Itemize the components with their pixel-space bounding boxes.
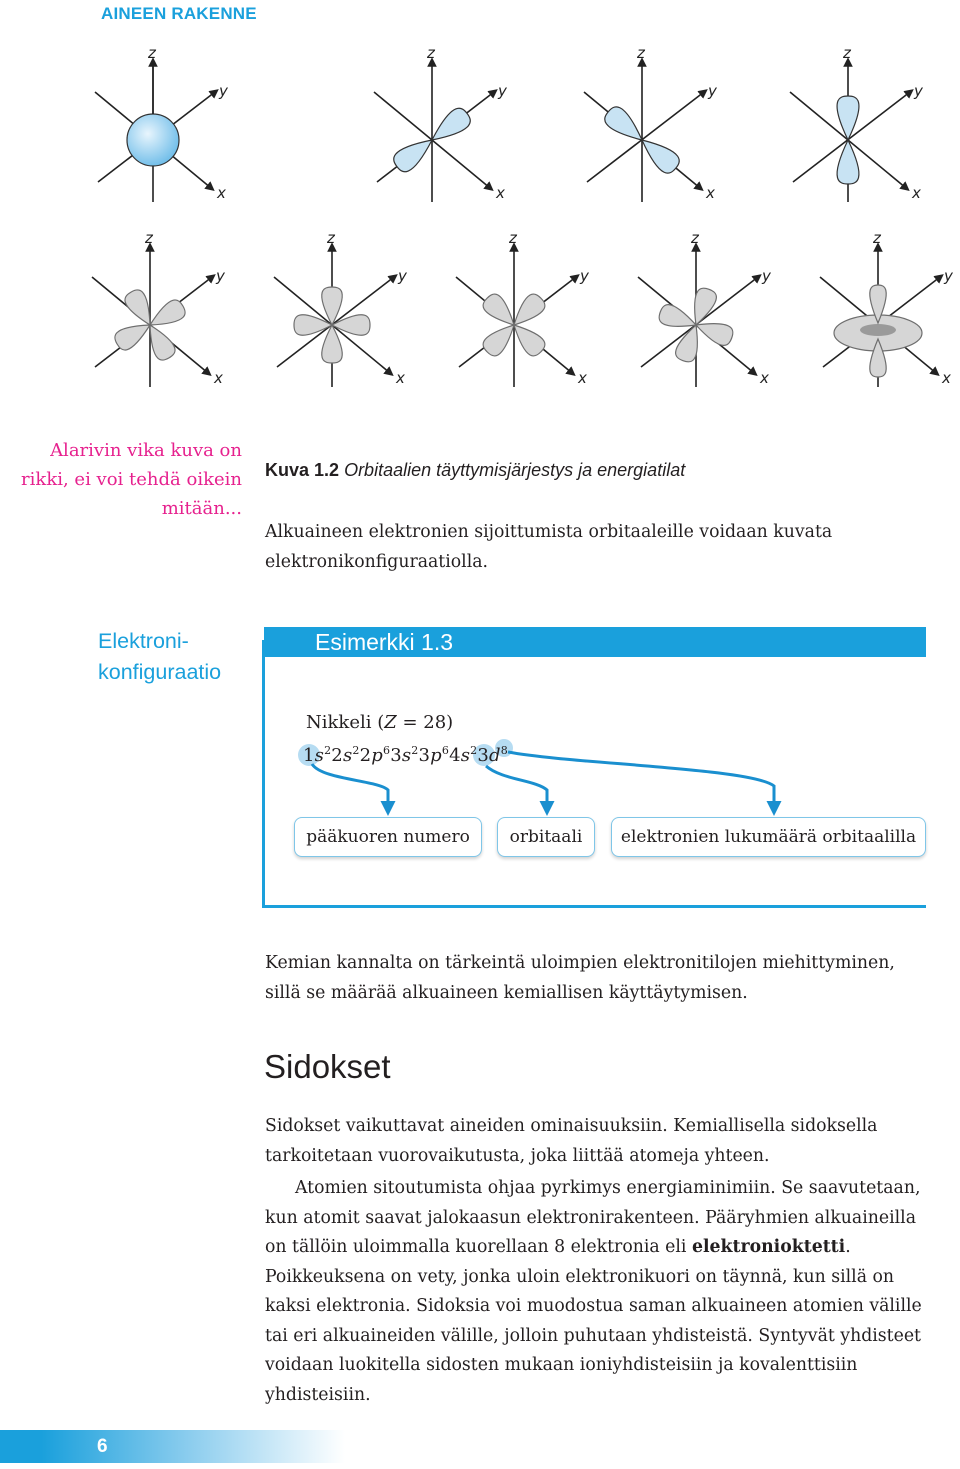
config-electrons: 8 bbox=[500, 744, 508, 757]
orbital-lobe bbox=[115, 325, 150, 350]
d-orbital-torus-hole bbox=[860, 324, 896, 336]
x-axis-label: x bbox=[760, 369, 769, 387]
d-orbital-diagram bbox=[456, 229, 590, 387]
config-electrons: 2 bbox=[324, 744, 332, 757]
z-axis-label: z bbox=[509, 229, 517, 247]
orbital-lobe bbox=[514, 294, 545, 325]
config-shell: 2 bbox=[331, 745, 343, 766]
margin-term-line: Elektroni- bbox=[98, 629, 189, 653]
d-orbital-diagram bbox=[638, 229, 772, 387]
config-term bbox=[477, 745, 508, 766]
atomic-number-symbol: Z bbox=[384, 712, 397, 733]
y-axis-label: y bbox=[216, 267, 225, 285]
caption-label: Kuva 1.2 bbox=[265, 460, 340, 480]
config-electrons: 2 bbox=[470, 744, 478, 757]
orbital-lobe bbox=[676, 325, 698, 362]
d-orbital-diagram bbox=[274, 229, 408, 387]
example-arrows bbox=[262, 640, 942, 840]
x-axis-label: x bbox=[578, 369, 587, 387]
orbital-lobe bbox=[642, 140, 679, 173]
config-shell: 3 bbox=[418, 745, 431, 766]
orbital-lobe bbox=[125, 290, 150, 325]
config-shell: 1 bbox=[303, 745, 315, 766]
paragraph-sidokset-1: Sidokset vaikuttavat aineiden ominaisuuksiin. Kemiallisella sidoksella tarkoitetaan vuorovaikutusta, joka liittää atomeja yhteen. bbox=[265, 1116, 878, 1166]
orbital-figure bbox=[0, 40, 960, 440]
config-orbital: s bbox=[342, 745, 353, 766]
config-electrons: 6 bbox=[441, 744, 450, 757]
label-principal-number: pääkuoren numero bbox=[294, 817, 482, 857]
x-axis-label: x bbox=[912, 184, 921, 202]
y-axis-label: y bbox=[914, 82, 923, 100]
config-term bbox=[449, 745, 477, 766]
orbital-lobe bbox=[294, 315, 332, 336]
orbital-lobe bbox=[483, 325, 514, 356]
p-orbital-diagram bbox=[584, 44, 718, 202]
paragraph-text: . Poikkeuksena on vety, jonka uloin elektronikuori on täynnä, kun sillä on kaksi elektronia. Sidoksia voi muodostua saman alkuaineen atomien välille tai eri alkuaineiden välille, jolloin puhutaan yhdisteistä. Syntyvät yhdisteet voidaan luokitella sidosten mukaan ioniyhdisteisiin ja kovalenttisiin yhdisteisiin. bbox=[265, 1237, 922, 1405]
arrow-principal-number bbox=[312, 764, 388, 810]
config-orbital: s bbox=[314, 745, 325, 766]
paragraph-text: Atomien sitoutumista ohjaa pyrkimys energiaminimiin. Se saavutetaan, kun atomit saavat jalokaasun elektronirakenteen. Pääryhmien alkuaineilla on tällöin uloimmalla kuorellaan 8 elektronia eli bbox=[265, 1178, 921, 1257]
orbital-lobe bbox=[483, 294, 514, 325]
config-shell: 3 bbox=[477, 745, 490, 766]
paragraph-kemian: Kemian kannalta on tärkeintä uloimpien elektronitilojen miehittyminen, sillä se määrää alkuaineen kemiallisen käyttäytymisen. bbox=[265, 953, 895, 1003]
y-axis-label: y bbox=[398, 267, 407, 285]
y-axis-label: y bbox=[944, 267, 953, 285]
orbital-lobe bbox=[332, 315, 370, 336]
orbital-lobe bbox=[150, 300, 185, 325]
z-axis-label: z bbox=[843, 44, 851, 62]
arrow-orbital bbox=[486, 766, 547, 810]
page-number: 6 bbox=[97, 1436, 108, 1457]
config-electrons: 2 bbox=[411, 744, 419, 757]
intro-paragraph: Alkuaineen elektronien sijoittumista orbitaaleille voidaan kuvata elektronikonfiguraatiolla. bbox=[265, 522, 833, 572]
running-header: AINEEN RAKENNE bbox=[101, 4, 257, 23]
z-axis-label: z bbox=[327, 229, 335, 247]
caption-text: Orbitaalien täyttymisjärjestys ja energiatilat bbox=[344, 460, 686, 480]
y-axis-label: y bbox=[580, 267, 589, 285]
config-orbital: p bbox=[430, 745, 442, 766]
label-orbital: orbitaali bbox=[497, 817, 595, 857]
d-orbital-diagram bbox=[92, 229, 226, 387]
x-axis-label: x bbox=[214, 369, 223, 387]
config-term bbox=[390, 745, 418, 766]
margin-term bbox=[98, 626, 221, 688]
config-orbital: s bbox=[460, 745, 471, 766]
footer-bar bbox=[0, 1430, 345, 1463]
config-shell: 2 bbox=[359, 745, 372, 766]
orbital-lobe bbox=[605, 107, 642, 140]
z-axis-label: z bbox=[873, 229, 881, 247]
orbital-lobe bbox=[695, 288, 717, 325]
atomic-number-value: = 28) bbox=[396, 712, 454, 733]
x-axis-label: x bbox=[496, 184, 505, 202]
y-axis-label: y bbox=[498, 82, 507, 100]
x-axis-label: x bbox=[706, 184, 715, 202]
section-heading: Sidokset bbox=[264, 1048, 391, 1085]
example-border-bottom bbox=[262, 905, 926, 908]
x-axis-label: x bbox=[942, 369, 951, 387]
orbital-lobe bbox=[514, 325, 545, 356]
orbital-lobe bbox=[394, 140, 432, 172]
orbital-lobe bbox=[432, 108, 470, 140]
config-electrons: 2 bbox=[352, 744, 360, 757]
config-shell: 3 bbox=[390, 745, 402, 766]
y-axis-label: y bbox=[708, 82, 717, 100]
z-axis-label: z bbox=[145, 229, 153, 247]
config-term bbox=[303, 745, 331, 766]
label-electron-count: elektronien lukumäärä orbitaalilla bbox=[611, 817, 926, 857]
config-orbital: d bbox=[489, 745, 501, 766]
config-term bbox=[418, 745, 449, 766]
term-elektronioktetti: elektronioktetti bbox=[691, 1237, 846, 1257]
p-orbital-diagram bbox=[374, 44, 508, 202]
config-shell: 4 bbox=[449, 745, 461, 766]
z-axis-label: z bbox=[427, 44, 435, 62]
paragraph-sidokset-2 bbox=[265, 1174, 930, 1410]
z-axis-label: z bbox=[637, 44, 645, 62]
z-axis-label: z bbox=[691, 229, 699, 247]
y-axis bbox=[587, 92, 704, 182]
config-term bbox=[360, 745, 391, 766]
example-title: Esimerkki 1.3 bbox=[315, 629, 454, 655]
element-label bbox=[306, 712, 453, 733]
orbital-lobe bbox=[150, 325, 175, 360]
p-orbital-diagram bbox=[790, 44, 924, 202]
margin-note: Alarivin vika kuva on rikki, ei voi tehdä oikein mitään... bbox=[21, 440, 242, 519]
config-orbital: s bbox=[401, 745, 412, 766]
electron-configuration bbox=[303, 744, 508, 766]
element-name: Nikkeli ( bbox=[306, 712, 385, 733]
s-orbital-diagram bbox=[95, 44, 229, 202]
d-orbital-diagram bbox=[820, 229, 954, 387]
z-axis-label: z bbox=[148, 44, 156, 62]
s-orbital-sphere bbox=[127, 114, 179, 166]
y-axis-label: y bbox=[219, 82, 228, 100]
config-electrons: 6 bbox=[382, 744, 391, 757]
x-axis-label: x bbox=[396, 369, 405, 387]
config-term bbox=[331, 745, 359, 766]
margin-term-line: konfiguraatio bbox=[98, 660, 222, 684]
x-axis-label: x bbox=[217, 184, 226, 202]
figure-caption bbox=[265, 460, 685, 481]
config-orbital: p bbox=[371, 745, 383, 766]
orbital-lobe bbox=[696, 324, 733, 346]
y-axis-label: y bbox=[762, 267, 771, 285]
orbital-lobe bbox=[659, 305, 696, 327]
